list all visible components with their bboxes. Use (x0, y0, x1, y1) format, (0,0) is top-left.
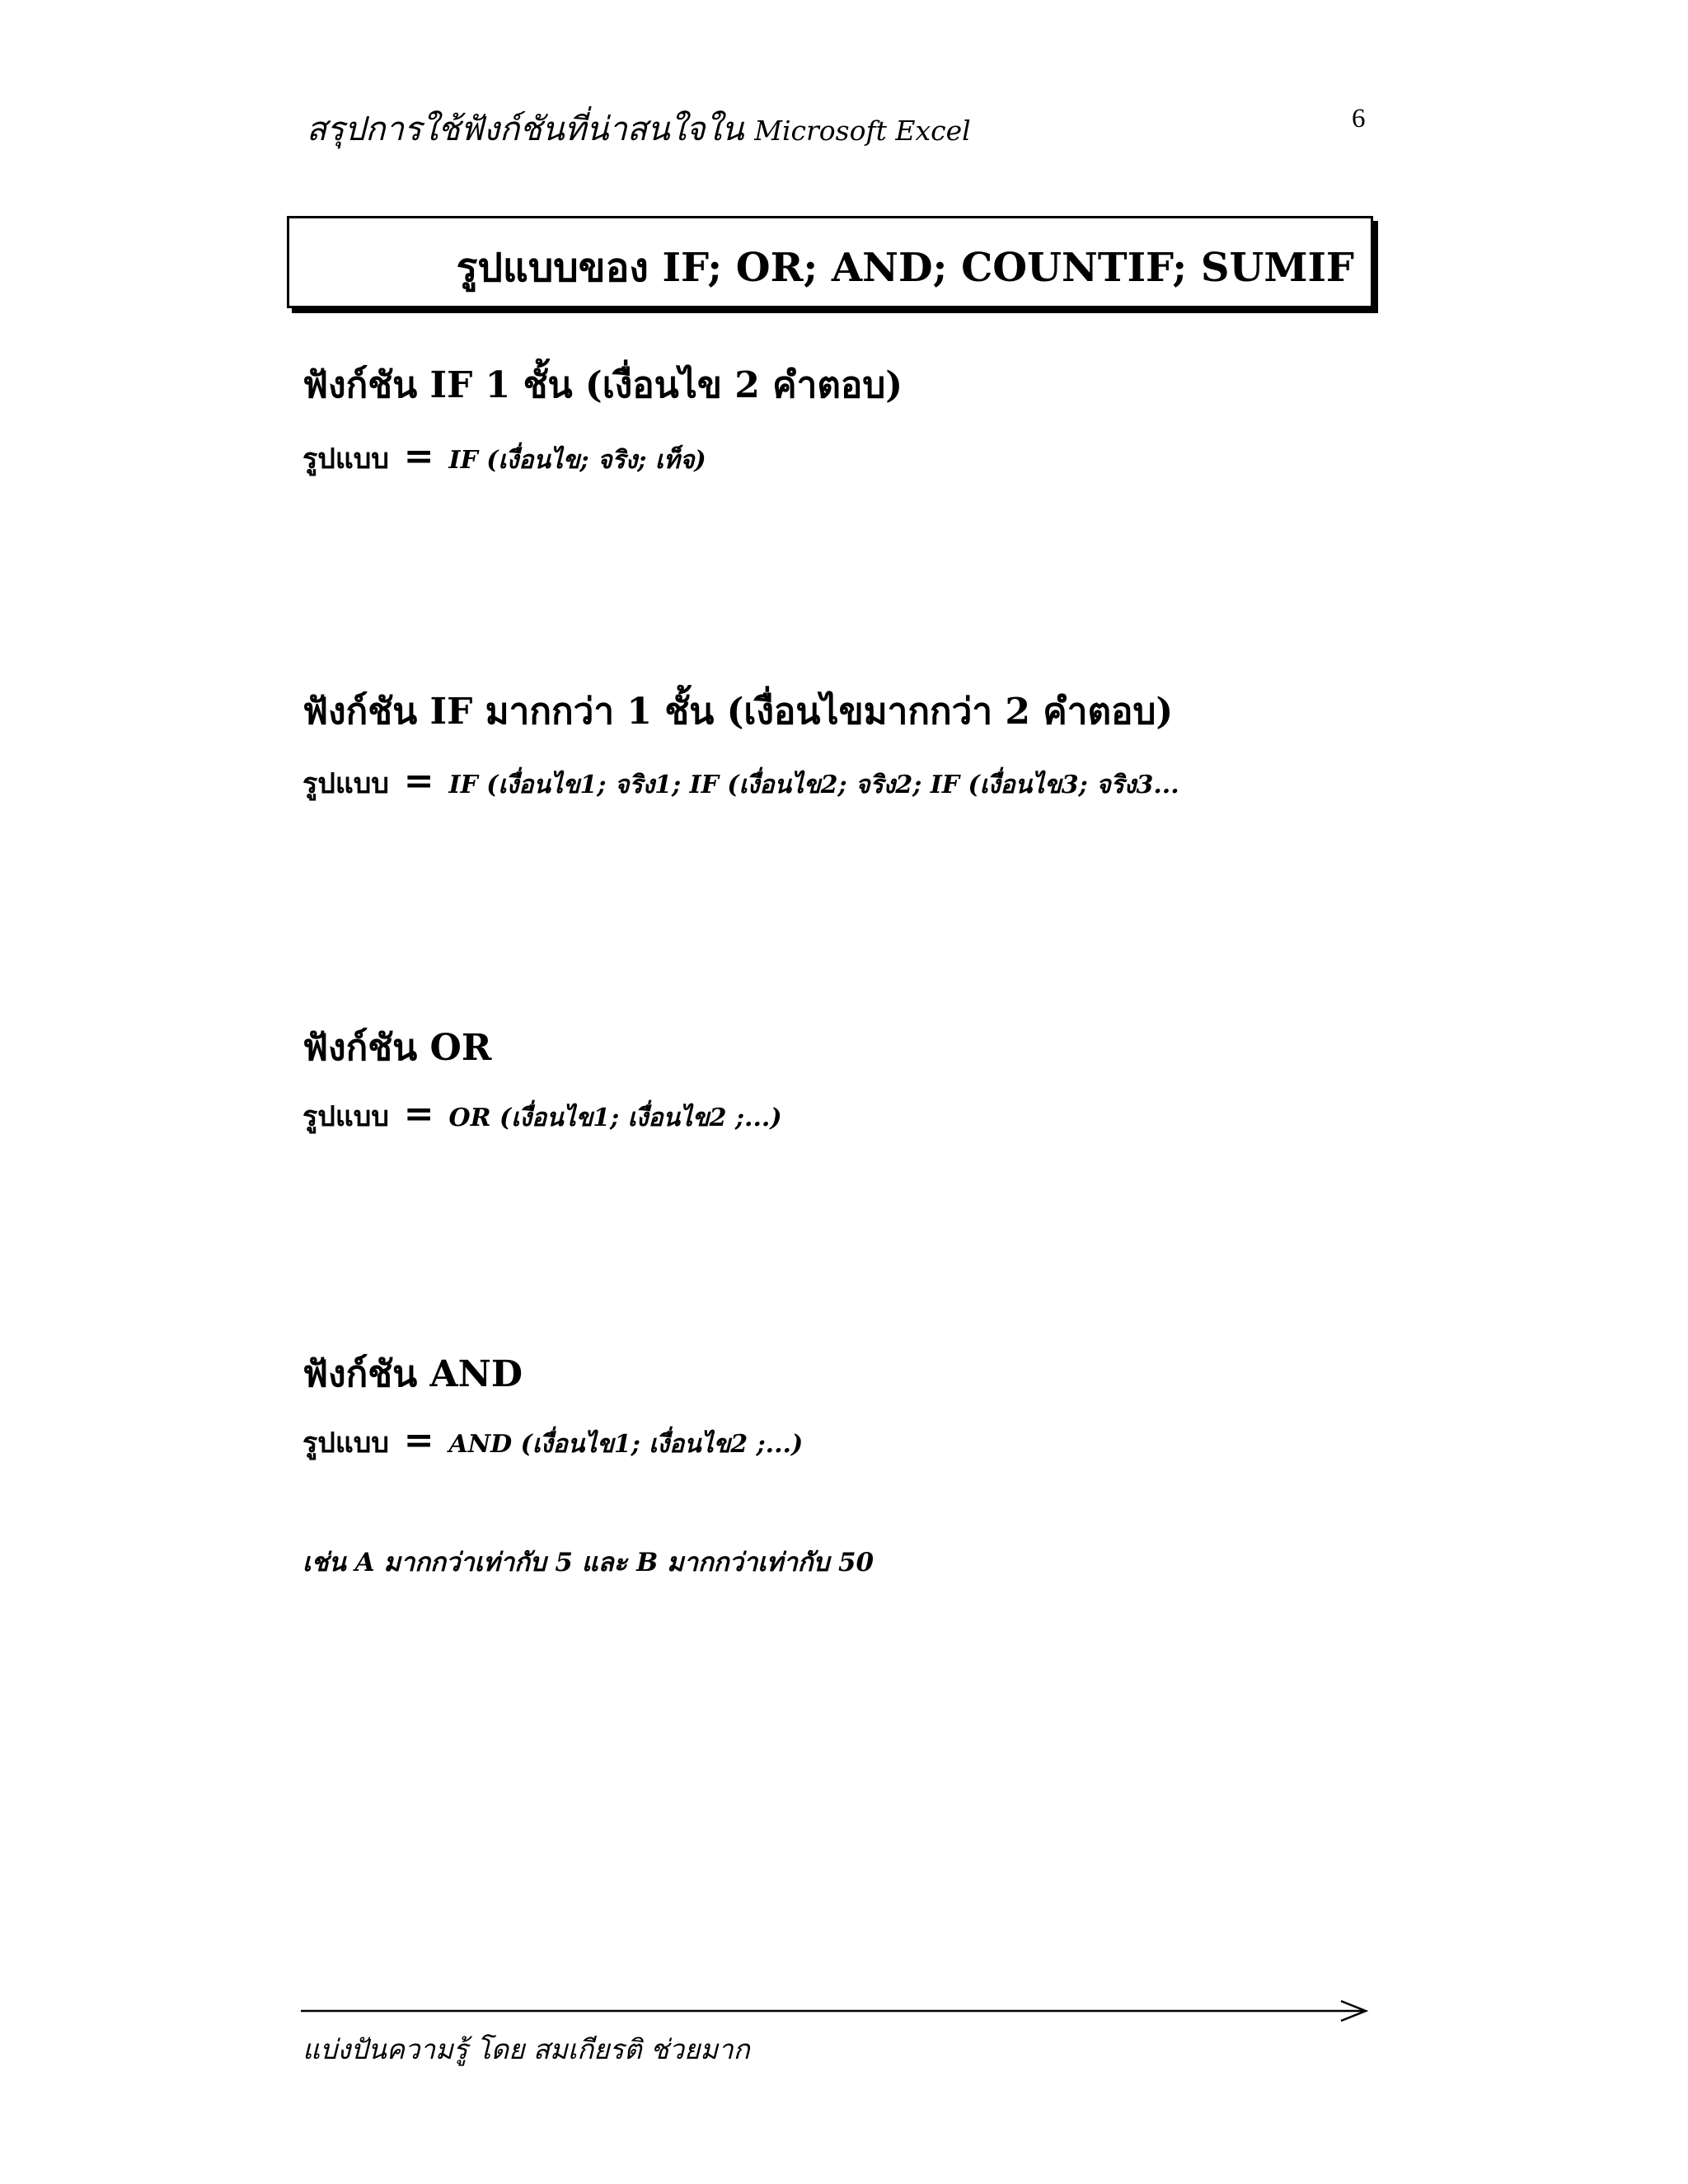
syntax-label: รูปแบบ (302, 1100, 389, 1133)
syntax-label: รูปแบบ (302, 1427, 389, 1460)
footer-arrow-line (301, 1994, 1372, 2027)
syntax-label: รูปแบบ (302, 767, 389, 800)
example-text: เช่น A มากกว่าเท่ากับ 5 และ B มากกว่าเท่ากับ 50 (302, 1548, 874, 1577)
syntax-formula: IF (เงื่อนไข; จริง; เท็จ) (448, 446, 706, 475)
section-heading-if-nested: ฟังก์ชัน IF มากกว่า 1 ชั้น (เงื่อนไขมากกว่า 2 คำตอบ) (302, 691, 1174, 733)
syntax-equals: = (403, 760, 434, 802)
syntax-formula: IF (เงื่อนไข1; จริง1; IF (เงื่อนไข2; จริง2; IF (เงื่อนไข3; จริง3... (448, 771, 1179, 799)
syntax-label: รูปแบบ (302, 443, 389, 476)
header-title-thai: สรุปการใช้ฟังก์ชันที่น่าสนใจใน (307, 110, 744, 148)
syntax-and (302, 1419, 803, 1465)
section-heading-or: ฟังก์ชัน OR (302, 1027, 492, 1069)
footer-credit: แบ่งปันความรู้ โดย สมเกียรติ ช่วยมาก (302, 2033, 750, 2065)
syntax-formula: AND (เงื่อนไข1; เงื่อนไข2 ;...) (448, 1430, 804, 1459)
title-box (287, 216, 1373, 308)
header-title (307, 102, 971, 155)
header-title-english: Microsoft Excel (754, 115, 971, 147)
page-number: 6 (1352, 104, 1366, 134)
syntax-equals: = (403, 1093, 434, 1135)
syntax-formula: OR (เงื่อนไข1; เงื่อนไข2 ;...) (448, 1104, 782, 1132)
syntax-if-nested (302, 760, 1179, 805)
syntax-if-single (302, 435, 706, 480)
syntax-or (302, 1093, 782, 1138)
syntax-equals: = (403, 1419, 434, 1461)
section-heading-if-single: ฟังก์ชัน IF 1 ชั้น (เงื่อนไข 2 คำตอบ) (302, 364, 903, 406)
page-title: รูปแบบของ IF; OR; AND; COUNTIF; SUMIF (456, 245, 1354, 291)
section-heading-and: ฟังก์ชัน AND (302, 1353, 523, 1395)
syntax-equals: = (403, 435, 434, 477)
